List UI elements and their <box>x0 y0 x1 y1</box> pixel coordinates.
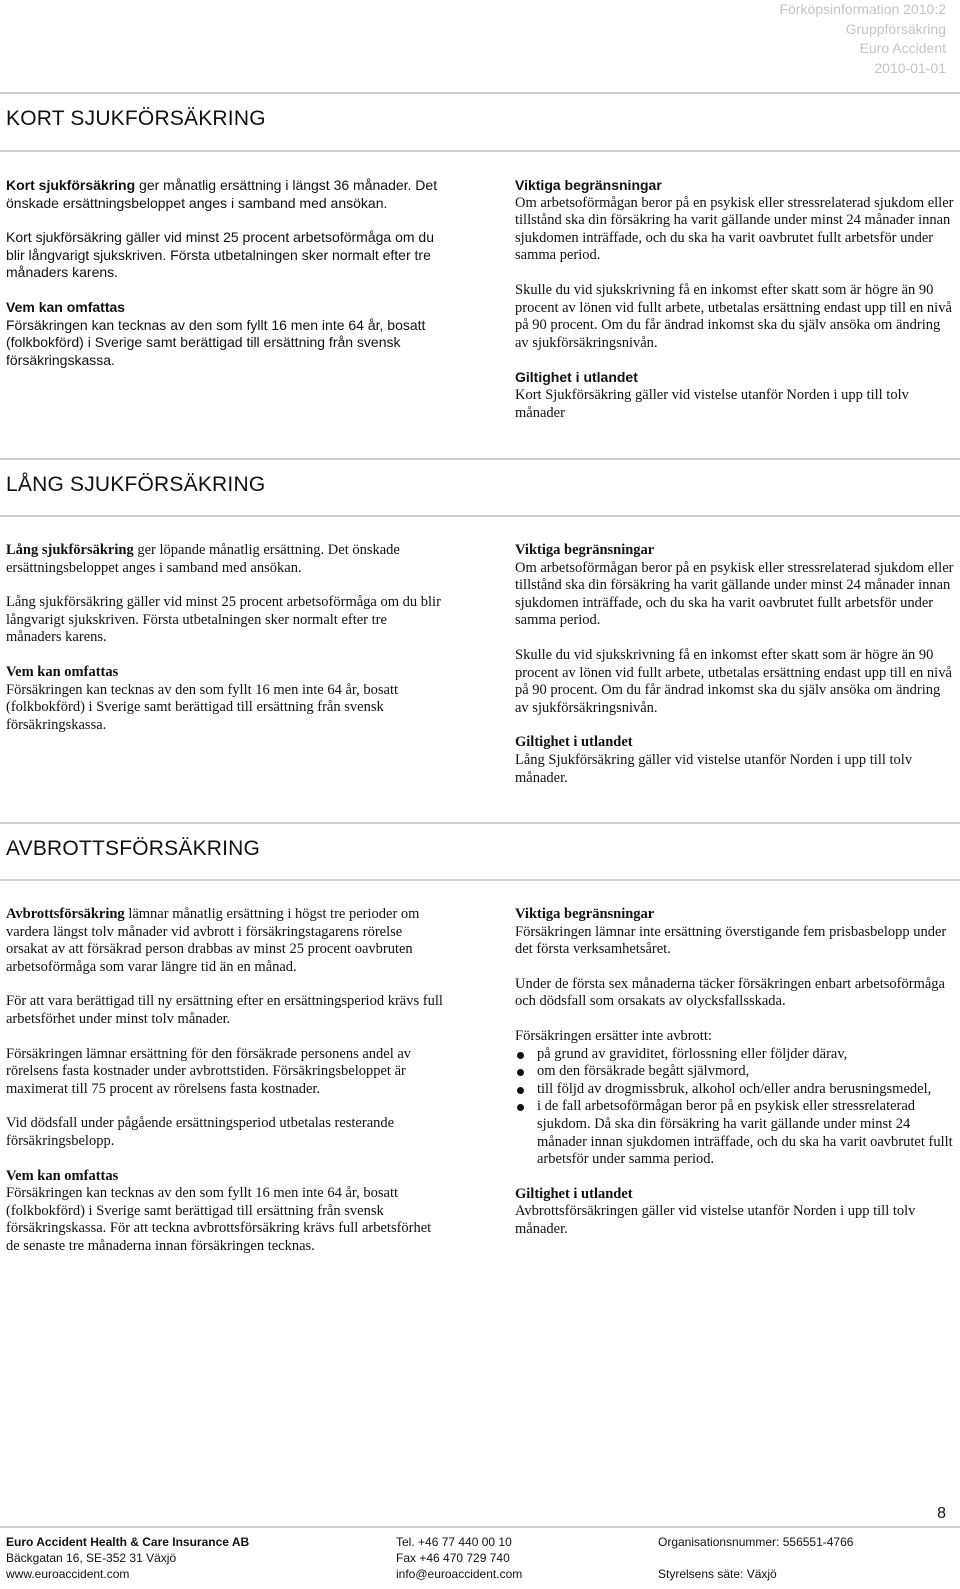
footer-company: Euro Accident Health & Care Insurance AB <box>6 1535 250 1549</box>
who-text: Försäkringen kan tecknas av den som fyllt 16 men inte 64 år, bosatt (folkbokförd) i Sverige samt berättigad till ersättning från svensk försäkringskassa. För att teckna avbrottsförsäkring krävs full arbetsförhet de senaste tre månaderna innan försäkringen tecknas. <box>6 1185 432 1254</box>
list-item-text: i de fall arbetsoförmågan beror på en psykisk eller stressrelaterad sjukdom. Då ska din försäkring ha varit gällande under minst 24 månader innan sjukdomen inträffade, och du ska ha varit oavbrutet fullt arbetsför under samma period. <box>537 1098 953 1168</box>
intro-bold: Kort sjukförsäkring <box>6 177 136 193</box>
paragraph: För att vara berättigad till ny ersättning efter en ersättningsperiod krävs full arbetsförhet under minst tolv månader. <box>6 993 443 1027</box>
paragraph: Skulle du vid sjukskrivning få en inkomst efter skatt som är högre än 90 procent av lönen vid fullt arbete, utbetalas ersättning endast upp till en nivå på 90 procent. Om du får ändrad inkomst ska du själv ansöka om ändring av sjukförsäkringsnivån. <box>515 646 952 716</box>
footer-legal-block <box>658 1534 853 1582</box>
paragraph: Under de första sex månaderna täcker försäkringen enbart arbetsoförmåga och dödsfall som orsakats av olycksfallsskada. <box>515 975 945 1010</box>
validity-heading: Giltighet i utlandet <box>515 369 638 386</box>
intro-text: lämnar månatlig ersättning i högst tre perioder om vardera längst tolv månader vid avbrott i försäkringstagarens rörelse orsakat av att försäkrad person drabbas av minst 25 procent oavbruten arbetsoförmåga som varar längre tid än en månad. <box>6 906 420 975</box>
list-item <box>515 1098 955 1168</box>
section-divider <box>0 92 960 94</box>
intro-bold: Lång sjukförsäkring <box>6 542 134 558</box>
section-divider <box>0 879 960 881</box>
section-title-lang: LÅNG SJUKFÖRSÄKRING <box>6 473 266 496</box>
bullet-icon <box>517 1087 524 1094</box>
paragraph: Försäkringen lämnar ersättning för den försäkrade personens andel av rörelsens fasta kostnader under avbrottstiden. Försäkringsbeloppet är maximerat till 75 procent av rörelsens fasta kostnader. <box>6 1045 412 1097</box>
validity-heading: Giltighet i utlandet <box>515 1185 633 1202</box>
bullet-icon <box>517 1052 524 1059</box>
footer-orgnr: Organisationsnummer: 556551-4766 <box>658 1535 854 1549</box>
limits-heading: Viktiga begränsningar <box>515 177 662 193</box>
who-text: Försäkringen kan tecknas av den som fyllt 16 men inte 64 år, bosatt (folkbokförd) i Sverige samt berättigad till ersättning från svensk försäkringskassa. <box>6 681 399 733</box>
paragraph: Vid dödsfall under pågående ersättningsperiod utbetalas resterande försäkringsbelopp. <box>6 1115 395 1149</box>
exclusions-list <box>515 1046 955 1169</box>
list-item <box>515 1063 955 1081</box>
avbrott-left-column <box>6 906 446 1273</box>
header-company: Euro Accident <box>859 40 946 56</box>
footer-email-link[interactable]: info@euroaccident.com <box>396 1567 523 1581</box>
bullet-icon <box>517 1069 524 1076</box>
paragraph: Lång sjukförsäkring gäller vid minst 25 procent arbetsoförmåga om du blir långvarigt sjukskriven. Första utbetalningen sker normalt efter tre månaders karens. <box>6 594 441 646</box>
kort-right-column <box>515 177 955 439</box>
footer-company-block <box>6 1534 249 1582</box>
intro-text: ger månatlig ersättning i längst 36 månader. Det önskade ersättningsbeloppet anges i samband med ansökan. <box>6 177 438 211</box>
section-title-avbrott: AVBROTTSFÖRSÄKRING <box>6 837 261 860</box>
validity-text: Lång Sjukförsäkring gäller vid vistelse utanför Norden i upp till tolv månader. <box>515 751 913 786</box>
limits-heading: Viktiga begränsningar <box>515 906 655 922</box>
paragraph: Skulle du vid sjukskrivning få en inkomst efter skatt som är högre än 90 procent av lönen vid fullt arbete, utbetalas ersättning endast upp till en nivå på 90 procent. Om du får ändrad inkomst ska du själv ansöka om ändring av sjukförsäkringsnivån. <box>515 281 952 351</box>
footer-tel: Tel. +46 77 440 00 10 <box>396 1535 512 1549</box>
validity-text: Kort Sjukförsäkring gäller vid vistelse utanför Norden i upp till tolv månader <box>515 386 909 421</box>
section-divider <box>0 458 960 460</box>
section-divider <box>0 515 960 517</box>
footer-seat: Styrelsens säte: Växjö <box>658 1567 777 1581</box>
list-item <box>515 1046 955 1064</box>
list-item-text: på grund av graviditet, förlossning eller följder därav, <box>537 1045 848 1062</box>
footer-contact-block <box>396 1534 522 1582</box>
who-heading: Vem kan omfattas <box>6 1167 119 1184</box>
who-text: Försäkringen kan tecknas av den som fyllt 16 men inte 64 år, bosatt (folkbokförd) i Sverige samt berättigad till ersättning från svensk försäkringskassa. <box>6 316 426 368</box>
intro-text: ger löpande månatlig ersättning. Det önskade ersättningsbeloppet anges i samband med ansökan. <box>6 542 400 576</box>
header-doc-type: Gruppförsäkring <box>845 20 946 37</box>
list-item <box>515 1081 955 1099</box>
limits-text: Om arbetsoförmågan beror på en psykisk eller stressrelaterad sjukdom eller tillstånd ska din försäkring ha varit gällande under minst 24 månader innan sjukdomen inträffade, och du ska ha varit oavbrutet fullt arbetsför under samma period. <box>515 194 954 264</box>
header-doc-title: Förköpsinformation 2010:2 <box>779 1 946 17</box>
section-divider <box>0 822 960 824</box>
validity-heading: Giltighet i utlandet <box>515 734 633 751</box>
limits-heading: Viktiga begränsningar <box>515 542 655 558</box>
who-heading: Vem kan omfattas <box>6 663 119 680</box>
section-title-kort: KORT SJUKFÖRSÄKRING <box>6 107 266 130</box>
footer-web-link[interactable]: www.euroaccident.com <box>6 1567 130 1581</box>
avbrott-right-column <box>515 906 955 1256</box>
bullet-icon <box>517 1104 524 1111</box>
limits-text: Om arbetsoförmågan beror på en psykisk eller stressrelaterad sjukdom eller tillstånd ska din försäkring ha varit gällande under minst 24 månader innan sjukdomen inträffade, och du ska ha varit oavbrutet fullt arbetsför under samma period. <box>515 559 954 629</box>
limits-text: Försäkringen lämnar inte ersättning överstigande fem prisbasbelopp under det första verksamhetsåret. <box>515 923 947 958</box>
lang-right-column <box>515 542 955 804</box>
intro-bold: Avbrottsförsäkring <box>6 906 125 922</box>
lang-left-column <box>6 542 446 751</box>
paragraph: Kort sjukförsäkring gäller vid minst 25 procent arbetsoförmåga om du blir långvarigt sjukskriven. Första utbetalningen sker normalt efter tre månaders karens. <box>6 229 434 281</box>
document-header <box>779 0 946 78</box>
validity-text: Avbrottsförsäkringen gäller vid vistelse utanför Norden i upp till tolv månader. <box>515 1203 916 1237</box>
exclusions-intro: Försäkringen ersätter inte avbrott: <box>515 1027 712 1044</box>
who-heading: Vem kan omfattas <box>6 298 126 315</box>
footer-address: Bäckgatan 16, SE-352 31 Växjö <box>6 1551 177 1565</box>
page-number: 8 <box>937 1505 946 1522</box>
footer-fax: Fax +46 470 729 740 <box>396 1551 510 1565</box>
header-date: 2010-01-01 <box>874 59 946 76</box>
kort-left-column <box>6 177 446 386</box>
footer-divider <box>0 1526 960 1528</box>
list-item-text: om den försäkrade begått självmord, <box>537 1063 750 1080</box>
section-divider <box>0 150 960 152</box>
list-item-text: till följd av drogmissbruk, alkohol och/eller andra berusningsmedel, <box>537 1080 932 1097</box>
